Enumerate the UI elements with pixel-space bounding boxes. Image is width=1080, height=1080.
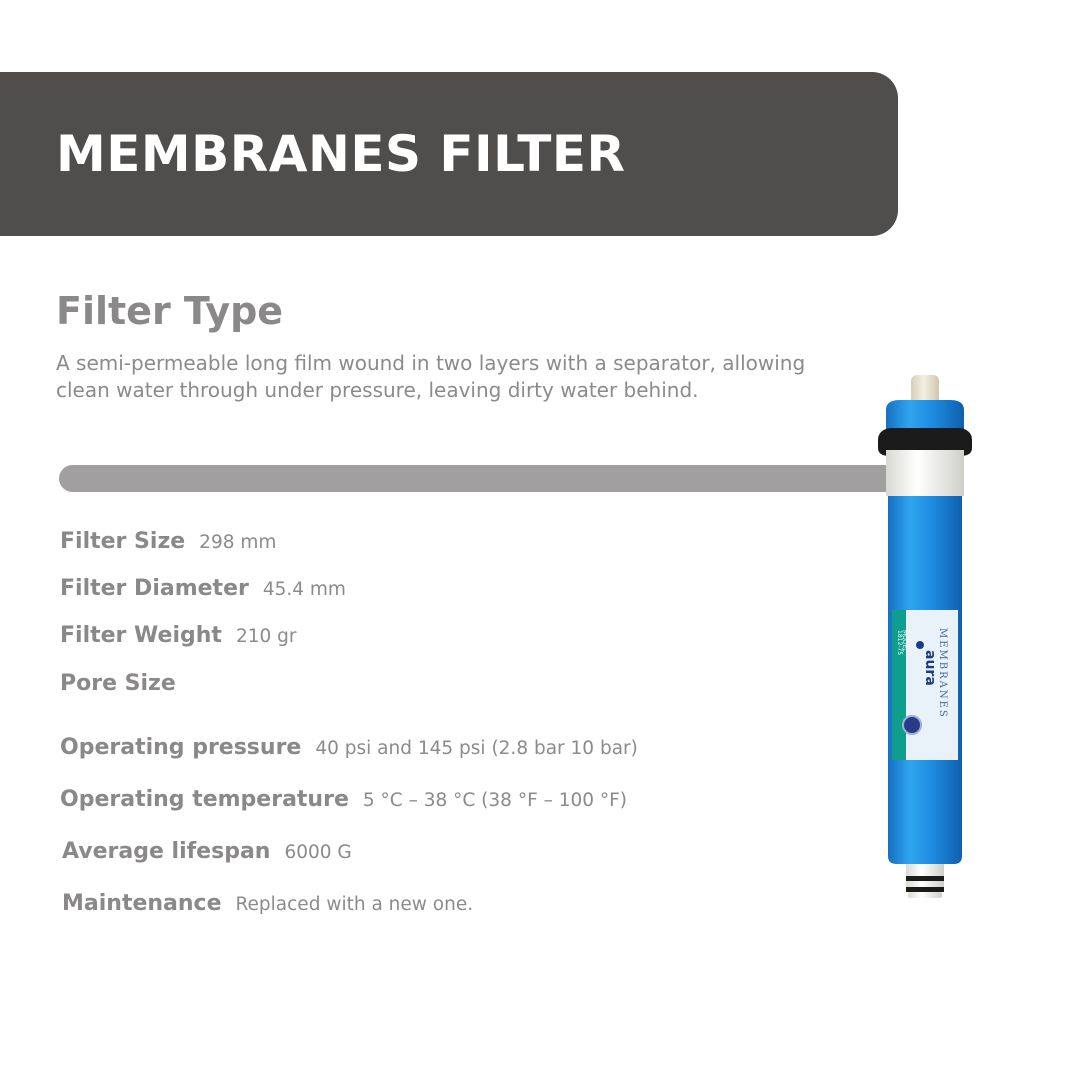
spec-filter-diameter	[60, 576, 346, 601]
seal-icon	[903, 716, 921, 734]
page-title: MEMBRANES FILTER	[56, 125, 626, 183]
spec-label: Maintenance	[62, 891, 222, 916]
brand-logo-icon	[916, 641, 924, 649]
top-cap	[886, 400, 964, 432]
spec-operating-pressure	[60, 735, 638, 760]
spec-value: 45.4 mm	[262, 579, 346, 600]
spec-label: Operating pressure	[60, 735, 302, 760]
model-text: 1812-75	[896, 630, 903, 656]
spec-label: Pore Size	[60, 671, 176, 696]
spec-label: Average lifespan	[62, 839, 271, 864]
spec-value: 298 mm	[199, 532, 277, 553]
spec-value: 210 gr	[235, 626, 297, 647]
white-band	[886, 450, 964, 496]
spec-label: Operating temperature	[60, 787, 349, 812]
spec-value: 6000 G	[284, 842, 352, 863]
membrane-filter-image	[860, 370, 990, 900]
spec-average-lifespan	[62, 839, 352, 864]
spec-value: 40 psi and 145 psi (2.8 bar 10 bar)	[315, 738, 638, 759]
spec-maintenance	[62, 891, 473, 916]
spec-label: Filter Weight	[60, 623, 222, 648]
section-title: Filter Type	[56, 289, 284, 333]
spec-operating-temperature	[60, 787, 627, 812]
section-description: A semi-permeable long film wound in two layers with a separator, allowing clean water through under pressure, leaving dirty water behind.	[56, 351, 806, 402]
spec-label: Filter Size	[60, 529, 186, 554]
brand-text: aura	[922, 650, 938, 686]
spec-value: 5 °C – 38 °C (38 °F – 100 °F)	[362, 790, 628, 811]
divider-bar	[59, 465, 909, 492]
product-text: MEMBRANES	[937, 628, 948, 719]
spec-pore-size	[60, 671, 190, 696]
bottom-cap	[906, 864, 944, 876]
spec-filter-weight	[60, 623, 296, 648]
spec-filter-size	[60, 529, 276, 554]
model-caption-text: MODEL	[901, 630, 908, 652]
spec-label: Filter Diameter	[60, 576, 249, 601]
spec-value: Replaced with a new one.	[235, 894, 474, 915]
